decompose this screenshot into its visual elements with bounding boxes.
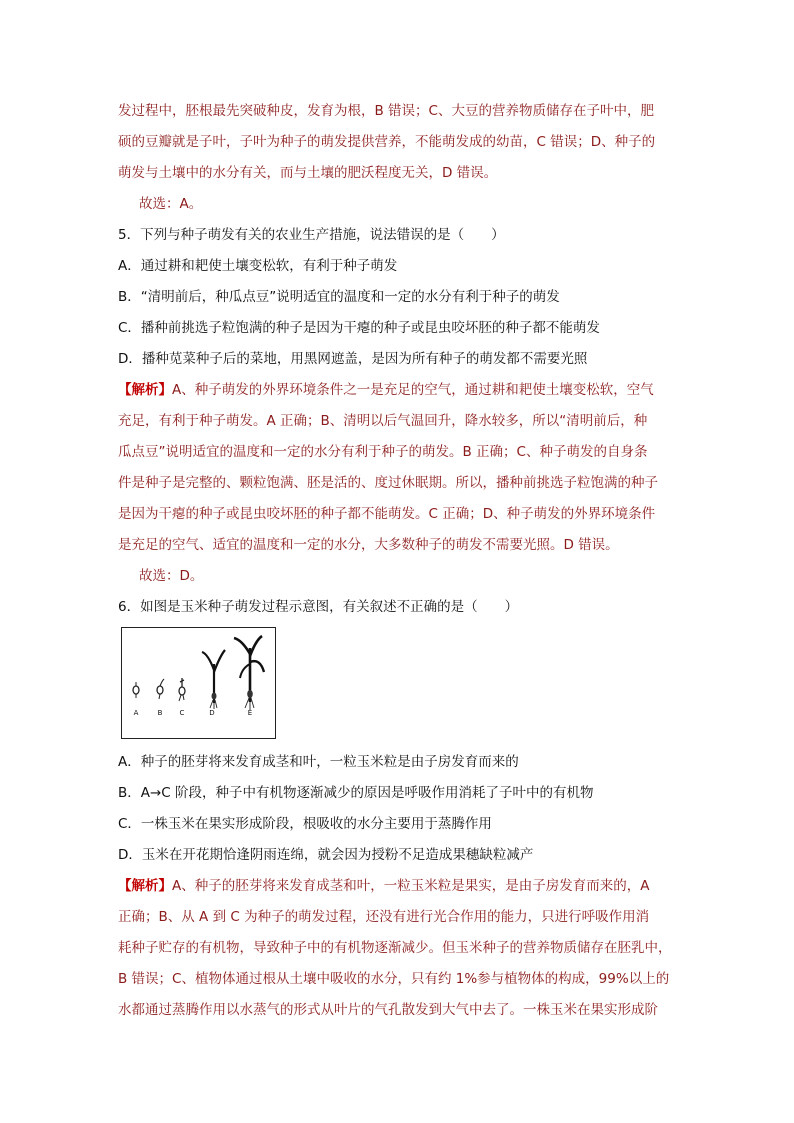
q6-analysis-line [118, 871, 678, 902]
intro-line: 硕的豆瓣就是子叶，子叶为种子的萌发提供营养，不能萌发成的幼苗，C 错误；D、种子的 [118, 134, 656, 150]
q6-stem: 6．如图是玉米种子萌发过程示意图，有关叙述不正确的是（ ） [118, 599, 519, 615]
q6-analysis-text: A、种子的胚芽将来发育成茎和叶，一粒玉米粒是果实，是由子房发育而来的，A [172, 878, 650, 894]
q5-analysis-text: A、种子萌发的外界环境条件之一是充足的空气，通过耕和耙使土壤变松软，空气 [172, 382, 654, 398]
q5-option-b: B．“清明前后，种瓜点豆”说明适宜的温度和一定的水分有利于种子的萌发 [118, 289, 560, 305]
q6-analysis-line: B 错误；C、植物体通过根从土壤中吸收的水分，只有约 1%参与植物体的构成，99%以上的 [118, 971, 670, 987]
q5-option-c: C．播种前挑选子粒饱满的种子是因为干瘪的种子或昆虫咬坏胚的种子都不能萌发 [118, 320, 600, 336]
q5-option-d: D．播种苋菜种子后的菜地，用黑网遮盖，是因为所有种子的萌发都不需要光照 [118, 351, 588, 367]
seedling-stage-d [202, 650, 225, 709]
q5-stem: 5．下列与种子萌发有关的农业生产措施，说法错误的是（ ） [118, 227, 505, 243]
seedling-stage-c [179, 678, 185, 701]
q6-analysis-line: 水都通过蒸腾作用以水蒸气的形式从叶片的气孔散发到大气中去了。一株玉米在果实形成阶 [118, 1002, 658, 1018]
q5-analysis-line: 充足，有利于种子萌发。A 正确；B、清明以后气温回升，降水较多，所以“清明前后，种 [118, 413, 648, 429]
q6-option-b: B．A→C 阶段，种子中有机物逐渐减少的原因是呼吸作用消耗了子叶中的有机物 [118, 785, 594, 801]
seedling-stage-b [157, 679, 164, 699]
q5-analysis-tag: 【解析】 [118, 382, 172, 398]
q6-option-d: D．玉米在开花期恰逢阴雨连绵，就会因为授粉不足造成果穗缺粒减产 [118, 847, 534, 863]
intro-line: 萌发与土壤中的水分有关，而与土壤的肥沃程度无关，D 错误。 [118, 165, 498, 181]
corn-germination-figure [121, 627, 276, 739]
q5-analysis-line: 件是种子是完整的、颗粒饱满、胚是活的、度过休眠期。所以，播种前挑选子粒饱满的种子 [118, 475, 658, 491]
q6-analysis-line: 耗种子贮存的有机物，导致种子中的有机物逐渐减少。但玉米种子的营养物质储存在胚乳中， [118, 940, 672, 956]
intro-line: 发过程中，胚根最先突破种皮，发育为根，B 错误；C、大豆的营养物质储存在子叶中，肥 [118, 103, 654, 119]
q5-analysis-line: 是因为干瘪的种子或昆虫咬坏胚的种子都不能萌发。C 正确；D、种子萌发的外界环境条件 [118, 506, 656, 522]
q6-analysis-line: 正确；B、从 A 到 C 为种子的萌发过程，还没有进行光合作用的能力，只进行呼吸作用消 [118, 909, 650, 925]
q6-option-a: A．种子的胚芽将来发育成茎和叶，一粒玉米粒是由子房发育而来的 [118, 754, 519, 770]
corn-germination-drawing [122, 628, 275, 738]
q6-option-c: C．一株玉米在果实形成阶段，根吸收的水分主要用于蒸腾作用 [118, 816, 492, 832]
seedling-stage-a [133, 682, 139, 698]
figure-label-a: A [133, 709, 139, 717]
figure-label-d: D [209, 709, 215, 717]
q5-option-a: A．通过耕和耙使土壤变松软，有利于种子萌发 [118, 258, 398, 274]
document-page [118, 96, 678, 1026]
seedling-stage-e [234, 636, 264, 710]
figure-label-c: C [179, 709, 185, 717]
q5-analysis-line [118, 375, 678, 406]
figure-label-e: E [247, 709, 253, 717]
q5-analysis-line: 瓜点豆”说明适宜的温度和一定的水分有利于种子的萌发。B 正确；C、种子萌发的自身条 [118, 444, 648, 460]
figure-label-b: B [157, 709, 163, 717]
q6-analysis-tag: 【解析】 [118, 878, 172, 894]
q5-answer: 故选：D。 [139, 568, 204, 584]
q5-analysis-line: 是充足的空气、适宜的温度和一定的水分，大多数种子的萌发不需要光照。D 错误。 [118, 537, 619, 553]
intro-answer: 故选：A。 [139, 196, 203, 212]
